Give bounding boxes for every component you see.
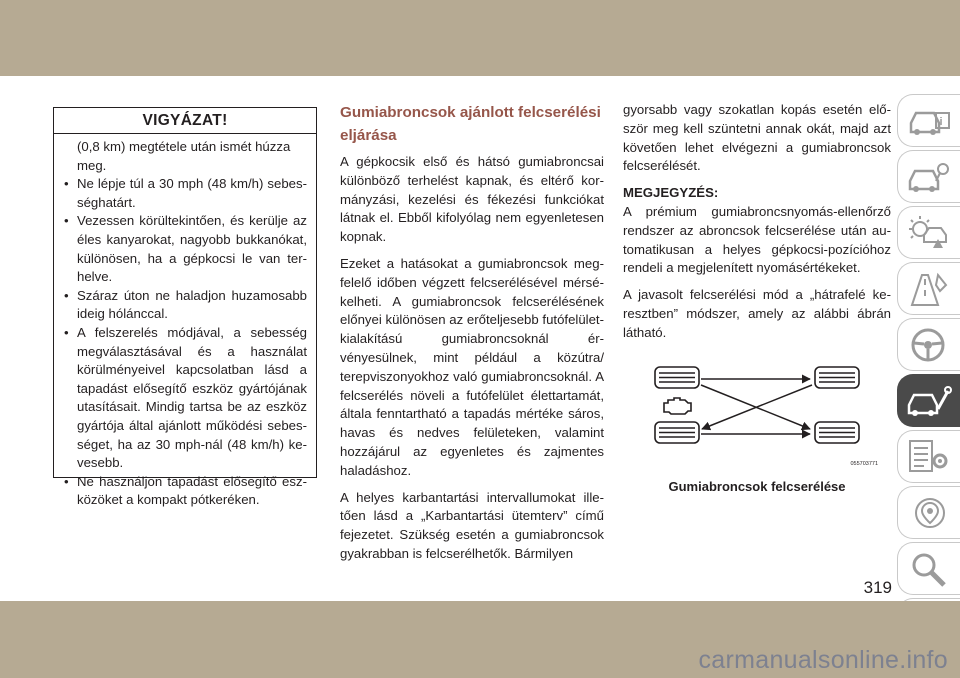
figure-code: 055703771 [850,461,878,467]
body-paragraph: gyorsabb vagy szokatlan kopás esetén először meg kell szüntetni annak okát, majd azt követően lehet elvégezni a gumiabroncsok felcserélését. [623,102,891,174]
tire-right-front [815,367,859,388]
body-paragraph: Ezeket a hatásokat a gumiabroncsok megfelelő időben végzett felcserélésével mérsékelheti. A gumiabroncsok felcserélésének előnyei különösen az erőteljesebb futófelület-kialakítású gumiabroncsoknál érvényesülnek, mint például a közútra/ terepviszonyokhoz való gumiabroncsoknál. A felcserélés növeli a futófelület élettartamát, általa fenntartható a tapadás mértéke sáros, havas és nedves felületeken, valamint hozzájárul az egyenletes és zajmentes haladáshoz. [340,255,604,478]
top-band [0,0,960,76]
body-paragraph: A helyes karbantartási intervallumokat illetően lásd a „Karbantartási ütemterv” című fejezetet. Szükség esetén a gumiabroncsok gyakrabban is felcserélhetők. Bármilyen [340,489,604,561]
chapter-sidebar [897,94,960,654]
figure-caption: Gumiabroncsok felcserélése [668,479,846,494]
warning-item: • A felszerelés módjával, a sebesség megválasztásával és a használat körülményeivel kapcsolatban lásd a tapadást elősegítő eszköz gyártójának utasításait. Mindig tartsa be az eszköz gyártója által ajánlott működési sebességet, ha az 30 mph-nál (48 km/h) kevesebb. [64,324,307,473]
tire-right-rear [815,422,859,443]
right-column [623,101,891,351]
tab-index-search[interactable] [897,542,960,595]
page-number: 319 [863,578,892,597]
tire-rotation-diagram [640,357,880,475]
watermark: carmanualsonline.info [698,646,948,674]
warning-item: • Ne használjon tapadást elősegítő eszközöket a kompakt pótkeréken. [64,473,307,510]
tab-starting-operating[interactable] [897,318,960,371]
svg-text:i: i [939,116,943,128]
tire-rotation-figure [640,357,880,475]
warning-title: VIGYÁZAT! [54,108,316,134]
multimedia-icon [906,493,952,533]
emergency-road-icon [906,269,952,309]
note-title: MEGJEGYZÉS: [623,185,719,201]
warning-continuation: (0,8 km) megtétele után ismét húzza meg. [77,139,291,173]
warning-item: • Vezessen körültekintően, és kerülje az éles kanyarokat, nagyobb bukkanókat, különösen, ha a gépkocsi le van terhelve. [64,212,307,286]
car-key-icon [906,157,952,197]
specifications-icon [906,437,952,477]
note-text: A prémium gumiabroncsnyomás-ellenőrző rendszer az abroncsok felcserélése után automatikusan a helyes gépkocsi-pozícióhoz rendeli a megjelenített nyomásértékeket. [623,203,891,276]
body-paragraph: A gépkocsik első és hátsó gumiabroncsai különböző terhelést kapnak, és eltérő kormányzási, kezelési és fékezési funkciókat látnak el. Ebből kifolyólag nem egyenletesen kopnak. [340,154,604,245]
car-info-icon [906,101,952,141]
tab-vehicle-info[interactable] [897,94,960,147]
tab-getting-to-know[interactable] [897,150,960,203]
tab-multimedia[interactable] [897,486,960,539]
body-paragraph: A javasolt felcserélési mód a „hátrafelé keresztben” módszer, amely az alábbi ábrán látható. [623,287,891,340]
warning-body [54,134,316,510]
car-service-icon [906,381,952,421]
tab-warning-lights[interactable] [897,206,960,259]
steering-wheel-icon [906,325,952,365]
tab-safety[interactable] [897,262,960,315]
section-title: Gumiabroncsok ajánlott felcserélési eljárása [340,104,601,144]
middle-column [340,101,604,572]
tire-left-front [655,367,699,388]
tab-technical-specs[interactable] [897,430,960,483]
engine-icon [664,398,691,414]
warning-box [53,107,317,508]
warning-item: • Száraz úton ne haladjon huzamosabb ideig hólánccal. [64,287,307,324]
warning-list [64,175,307,510]
tab-servicing-maintenance[interactable] [897,374,960,427]
tire-left-rear [655,422,699,443]
warning-lights-icon [906,213,952,253]
search-icon [906,549,952,589]
warning-item: • Ne lépje túl a 30 mph (48 km/h) sebességhatárt. [64,175,307,212]
